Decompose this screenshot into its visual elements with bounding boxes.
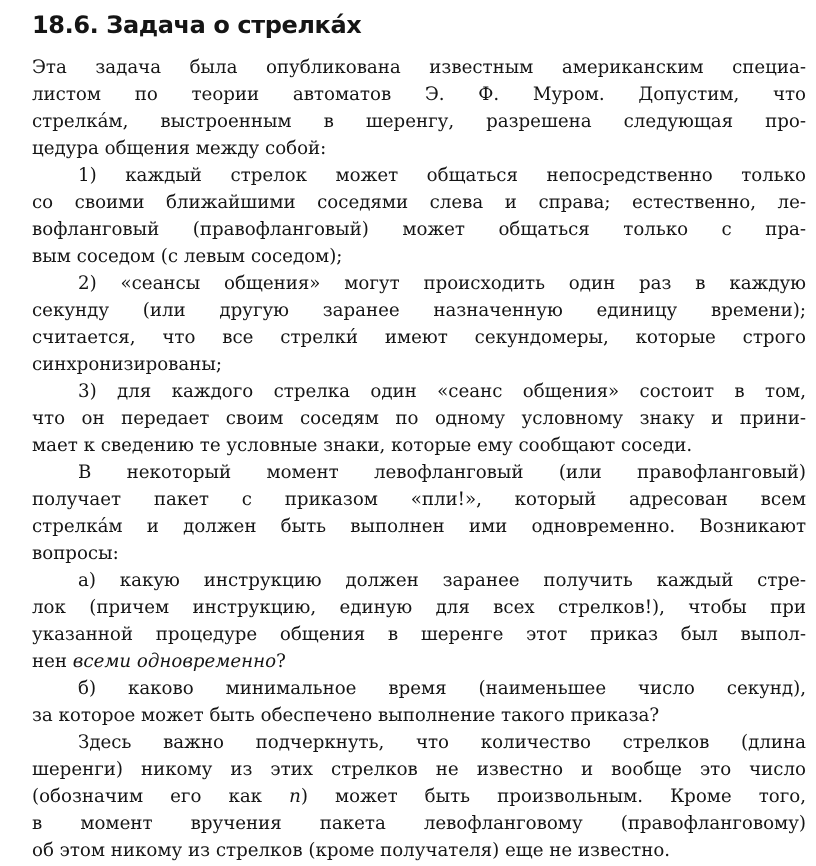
text-line [32,486,806,513]
text-segment: получает пакет с приказом «пли!», который адресован всем [32,489,806,510]
text-segment: шеренги) никому из этих стрелков не известно и вообще это число [32,759,806,780]
italic-text: всеми одновременно [72,651,277,672]
text-segment: цедура общения между собой: [32,138,327,159]
text-line [32,108,806,135]
text-segment: лок (причем инструкцию, единую для всех стрелков!), чтобы при [32,597,806,618]
text-segment: считается, что все стрелки́ имеют секундомеры, которые строго [32,327,806,348]
text-segment: 3) для каждого стрелка один «сеанс общения» состоит в том, [78,381,806,402]
text-segment: стрелка́м, выстроенным в шеренгу, разрешена следующая про- [32,111,806,132]
text-line [32,810,806,837]
text-line [32,756,806,783]
body-text [32,54,806,864]
text-segment: вопросы: [32,543,119,564]
text-segment: об этом никому из стрелков (кроме получателя) еще не известно. [32,840,671,861]
text-segment: В некоторый момент левофланговый (или правофланговый) [78,462,806,483]
text-line [32,270,806,297]
text-line [32,324,806,351]
text-segment: стрелка́м и должен быть выполнен ими одновременно. Возникают [32,516,806,537]
text-segment: за которое может быть обеспечено выполнение такого приказа? [32,705,660,726]
text-segment: нен [32,651,73,672]
text-segment: а) какую инструкцию должен заранее получить каждый стре- [78,570,806,591]
text-segment: б) каково минимальное время (наименьшее число секунд), [78,678,806,699]
text-segment: (обозначим его как [32,786,290,807]
text-line [32,351,806,378]
text-segment: 2) «сеансы общения» могут происходить один раз в каждую [78,273,806,294]
text-segment: что он передает своим соседям по одному условному знаку и прини- [32,408,806,429]
text-segment: ? [276,651,286,672]
text-segment: синхронизированы; [32,354,222,375]
text-line [32,81,806,108]
italic-text: n [289,786,301,807]
text-line [32,162,806,189]
text-line [32,729,806,756]
text-line [32,675,806,702]
text-line [32,783,806,810]
text-line [32,378,806,405]
section-title: 18.6. Задача о стрелка́х [32,11,362,39]
text-segment: листом по теории автоматов Э. Ф. Муром. Допустим, что [32,84,806,105]
text-line [32,702,806,729]
text-line [32,216,806,243]
text-line [32,567,806,594]
text-segment: со своими ближайшими соседями слева и справа; естественно, ле- [32,192,806,213]
text-line [32,540,806,567]
text-segment: секунду (или другую заранее назначенную единицу времени); [32,300,806,321]
text-segment: мает к сведению те условные знаки, которые ему сообщают соседи. [32,435,693,456]
text-line [32,405,806,432]
text-line [32,54,806,81]
text-line [32,432,806,459]
text-segment: ) может быть произвольным. Кроме того, [300,786,806,807]
text-line [32,837,806,864]
text-line [32,243,806,270]
text-line [32,459,806,486]
text-segment: Эта задача была опубликована известным американским специа- [32,57,806,78]
text-line [32,513,806,540]
text-line [32,135,806,162]
text-segment: 1) каждый стрелок может общаться непосредственно только [78,165,806,186]
text-segment: Здесь важно подчеркнуть, что количество стрелков (длина [78,732,806,753]
text-line [32,594,806,621]
text-line [32,621,806,648]
text-segment: вым соседом (с левым соседом); [32,246,343,267]
text-segment: указанной процедуре общения в шеренге этот приказ был выпол- [32,624,806,645]
text-line [32,648,806,675]
text-line [32,297,806,324]
text-segment: вофланговый (правофланговый) может общаться только с пра- [32,219,806,240]
text-segment: в момент вручения пакета левофланговому (правофланговому) [32,813,806,834]
text-line [32,189,806,216]
